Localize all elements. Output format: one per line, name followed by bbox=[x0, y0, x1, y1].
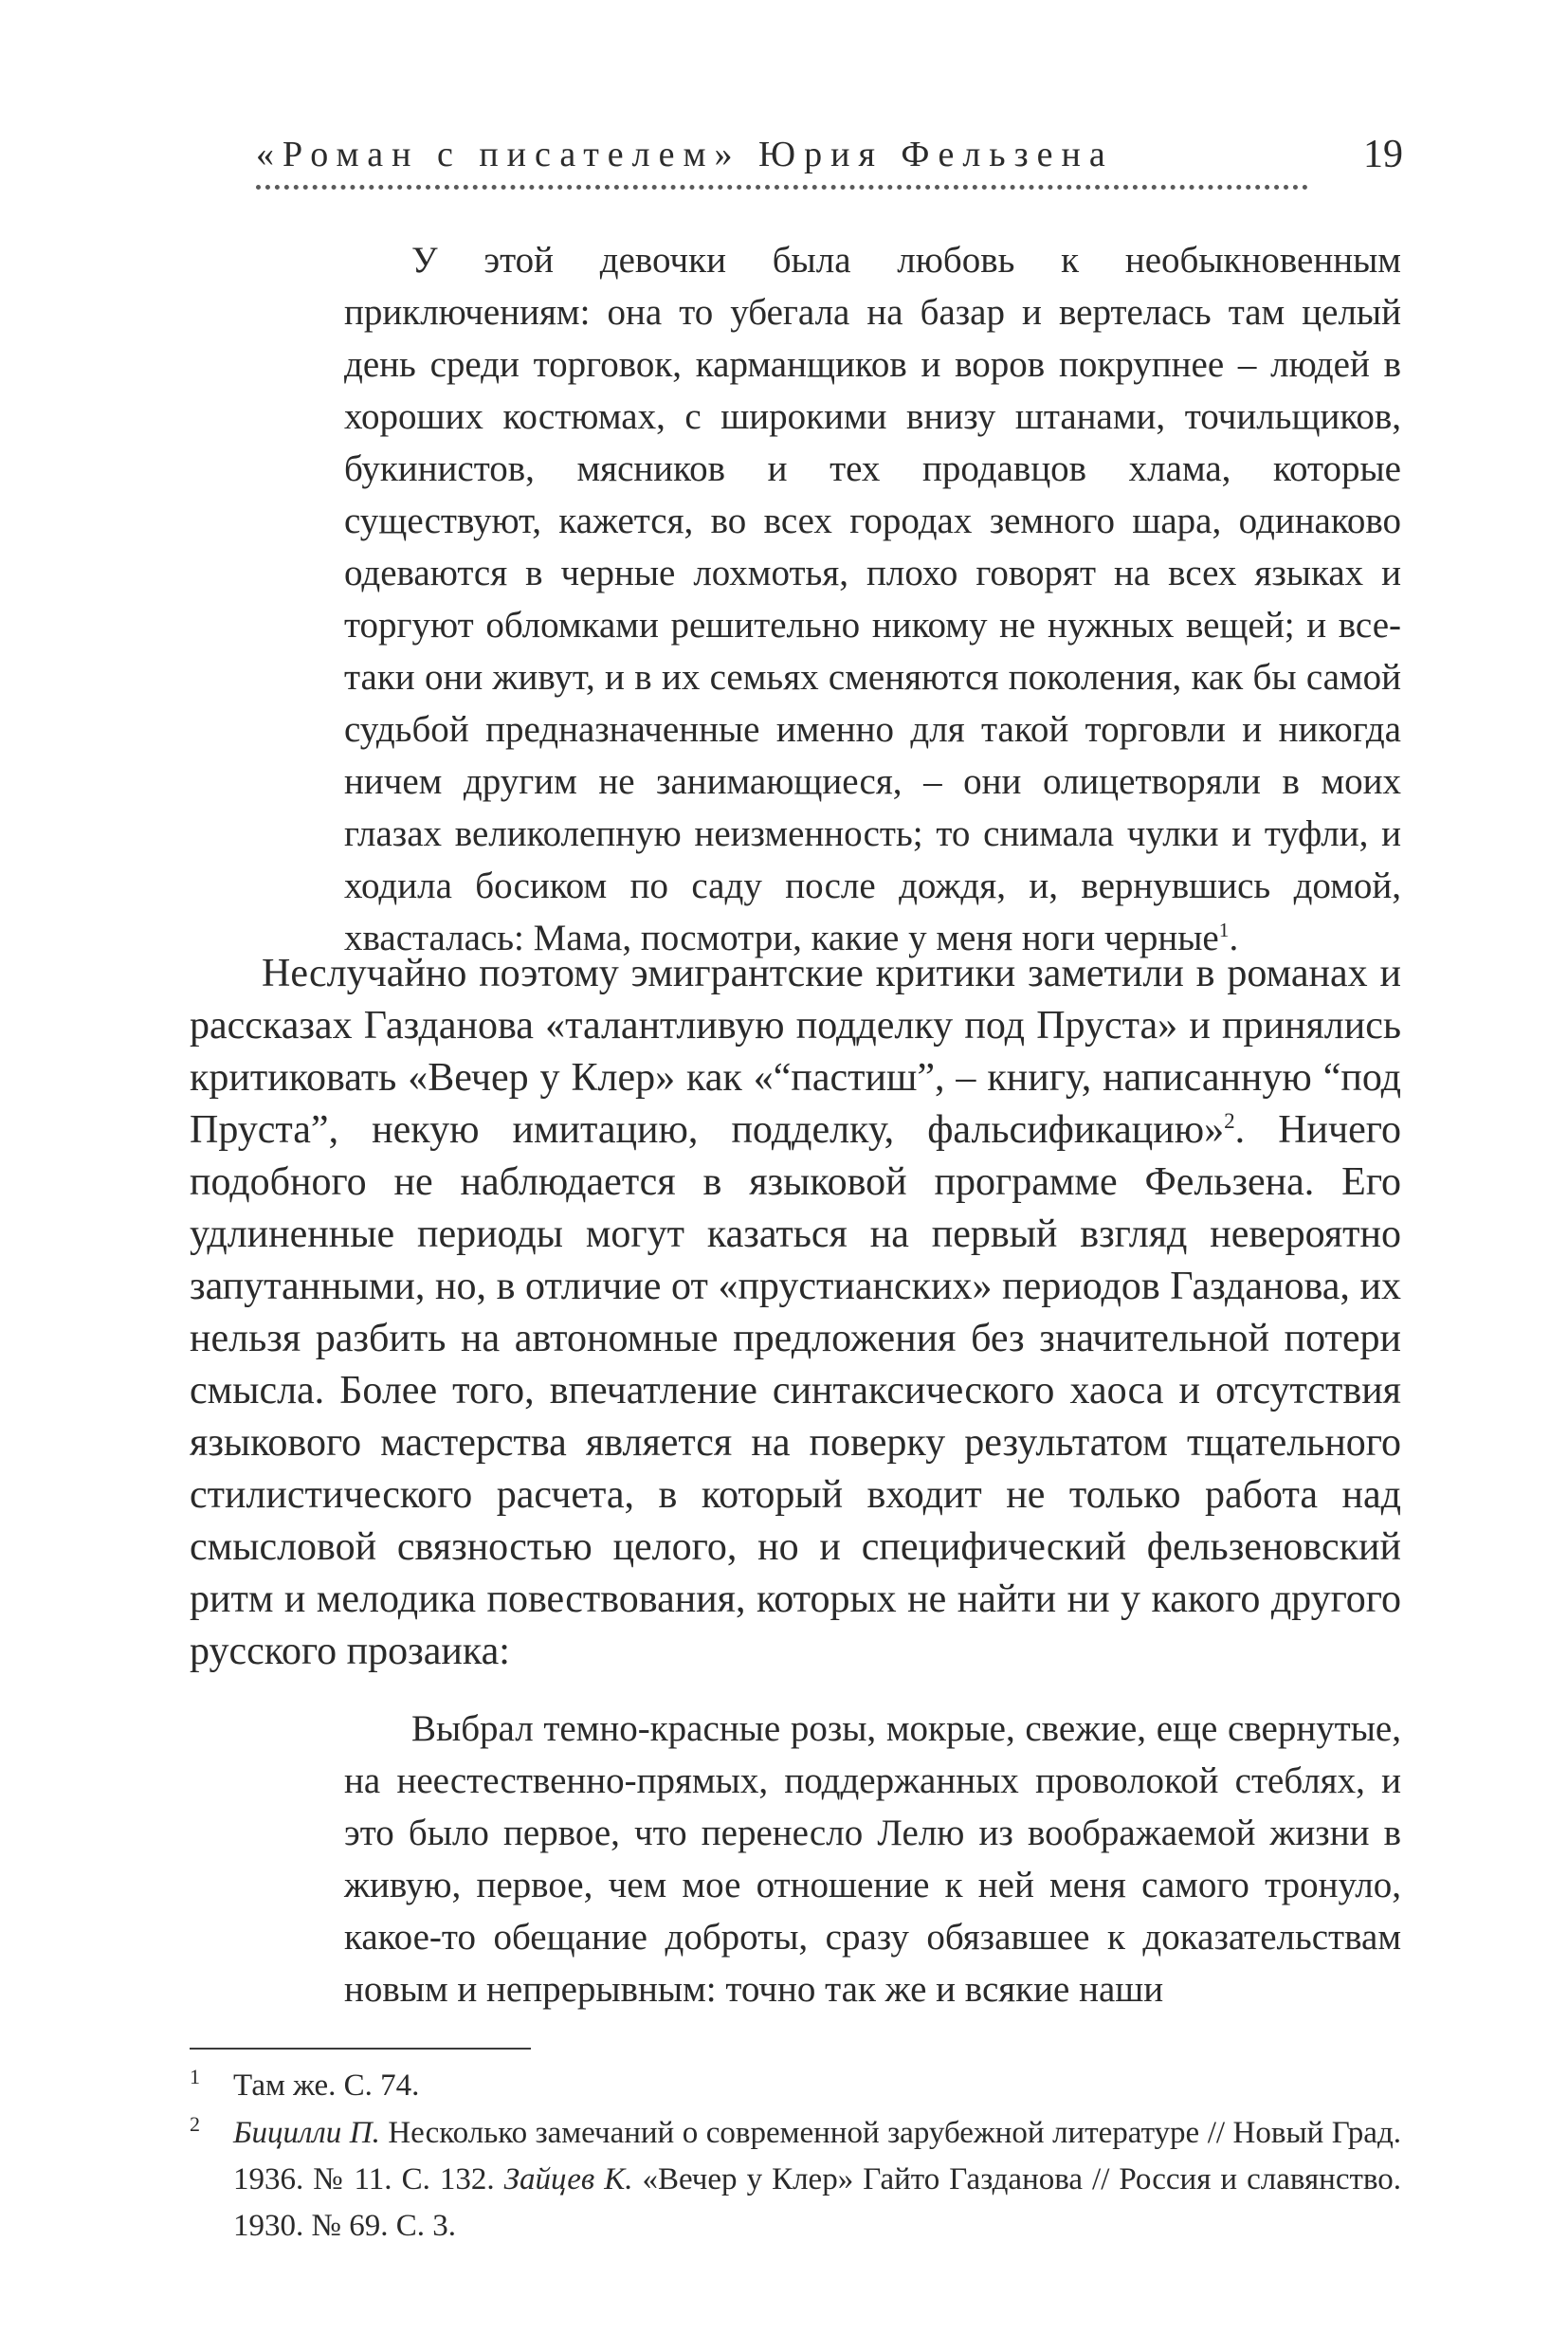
block-quote-2 bbox=[344, 1703, 1401, 2015]
footnote-separator bbox=[190, 2048, 531, 2050]
footnote-2-author-2: Зайцев К. bbox=[503, 2162, 633, 2196]
footnote-2-mark: 2 bbox=[190, 2112, 200, 2136]
footnote-1-text: Там же. С. 74. bbox=[233, 2069, 420, 2103]
footnote-1-mark: 1 bbox=[190, 2065, 200, 2088]
block-quote-1-text: У этой девочки была любовь к необыкновенным приключениям: она то убегала на базар и вертелась там целый день среди торговок, карманщиков и воров покрупнее – людей в хороших костюмах, с широкими внизу штанами, точильщиков, букинистов, мясников и тех продавцов хлама, которые существуют, кажется, во всех городах земного шара, одинаково одеваются в черные лохмотья, плохо говорят на всех языках и торгуют обломками решительно никому не нужных вещей; и все-таки они живут, и в их семьях сменяются поколения, как бы самой судьбой предназначенные именно для такой торговли и никогда ничем другим не занимающиеся, – они олицетворяли в моих глазах великолепную неизменность; то снимала чулки и туфли, и ходила босиком по саду после дождя, и, вернувшись домой, хвасталась: Мама, посмотри, какие у меня ноги черные bbox=[344, 240, 1401, 958]
footnote-1 bbox=[190, 2063, 1401, 2109]
body-paragraph-text-a: Неслучайно поэтому эмигрантские критики заметили в романах и рассказах Газданова «талантливую подделку под Пруста» и принялись критиковать «Вечер у Клер» как «“пастиш”, – книгу, написанную “под Пруста”, некую имитацию, подделку, фальсификацию» bbox=[190, 952, 1401, 1152]
footnote-2-author-1: Бицилли П. bbox=[233, 2116, 380, 2150]
page-number: 19 bbox=[1363, 133, 1403, 176]
footnote-ref-1: 1 bbox=[1218, 919, 1230, 941]
block-quote-1-end: . bbox=[1229, 918, 1239, 958]
footnote-ref-2: 2 bbox=[1224, 1108, 1235, 1133]
block-quote-2-text: Выбрал темно-красные розы, мокрые, свежие, еще свернутые, на неестественно-прямых, поддержанных проволокой стеблях, и это было первое, что перенесло Лелю из воображаемой жизни в живую, первое, чем мое отношение к ней меня самого тронуло, какое-то обещание доброты, сразу обязавшее к доказательствам новым и непрерывным: точно так же и всякие наши bbox=[344, 1708, 1401, 2010]
body-paragraph-text-b: . Ничего подобного не наблюдается в языковой программе Фельзена. Его удлиненные периоды могут казаться на первый взгляд невероятно запутанными, но, в отличие от «прустианских» периодов Газданова, их нельзя разбить на автономные предложения без значительной потери смысла. Более того, впечатление синтаксического хаоса и отсутствия языкового мастерства является на поверку результатом тщательного стилистического расчета, в который входит не только работа над смысловой связностью целого, но и специфический фельзеновский ритм и мелодика повествования, которых не найти ни у какого другого русского прозаика: bbox=[190, 1108, 1401, 1673]
running-header: «Роман с писателем» Юрия Фельзена bbox=[256, 135, 1114, 174]
header-dotted-rule bbox=[256, 185, 1308, 190]
footnote-2 bbox=[190, 2110, 1401, 2250]
footnote-2-text-2: «Вечер у Клер» Гайто Газданова // Россия и славянство. 1930. № 69. С. 3. bbox=[233, 2162, 1401, 2243]
footnote-2-text-1: Несколько замечаний о современной зарубежной литературе // Новый Град. 1936. № 11. С. 132. bbox=[233, 2116, 1401, 2196]
footnote-2-text bbox=[233, 2110, 1401, 2250]
body-paragraph bbox=[190, 948, 1401, 1678]
block-quote-1 bbox=[344, 234, 1401, 964]
